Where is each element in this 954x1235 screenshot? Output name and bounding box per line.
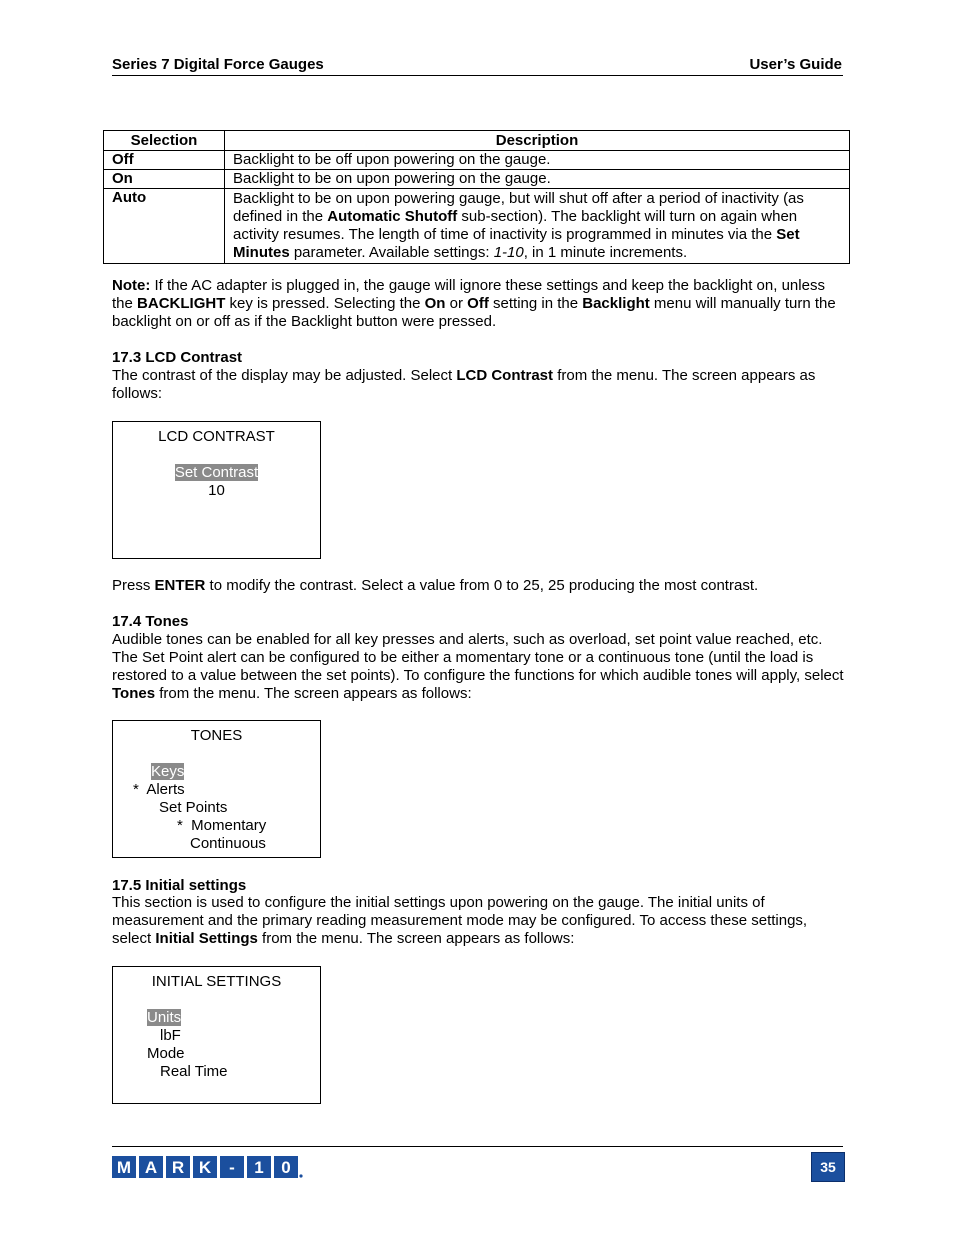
svg-text:1: 1 xyxy=(254,1158,264,1177)
screen-title: TONES xyxy=(190,727,243,744)
continuous-option: Continuous xyxy=(190,835,266,852)
table-row xyxy=(104,170,850,189)
mark-10-logo xyxy=(112,1156,304,1180)
description-cell: Backlight to be off upon powering on the gauge. xyxy=(225,151,850,170)
description-cell: Backlight to be on upon powering on the gauge. xyxy=(225,170,850,189)
svg-text:A: A xyxy=(144,1158,158,1177)
note-paragraph: Note: If the AC adapter is plugged in, the gauge will ignore these settings and keep the backlight on, unless the BACKLIGHT key is pressed. Selecting the On or Off setting in the Backlight menu will manually turn the backlight on or off as if the Backlight button were pressed. xyxy=(112,277,836,330)
svg-text:0: 0 xyxy=(281,1158,291,1177)
section-heading-tones: 17.4 Tones xyxy=(112,613,189,630)
alerts-item: * Alerts xyxy=(133,781,185,798)
tones-paragraph: Audible tones can be enabled for all key presses and alerts, such as overload, set point value reached, etc. The Set Point alert can be configured to be either a momentary tone or a continuous tone (until the load is restored to a value between the set points). To configure the functions for which audible tones will apply, select Tones from the menu. The screen appears as follows: xyxy=(112,631,844,702)
selection-cell: Auto xyxy=(104,189,225,264)
section-heading-lcd-contrast: 17.3 LCD Contrast xyxy=(112,349,243,366)
units-value: lbF xyxy=(160,1027,181,1044)
table-header-row xyxy=(104,131,850,151)
selection-cell: Off xyxy=(104,151,225,170)
momentary-option: * Momentary xyxy=(177,817,267,834)
column-header-description: Description xyxy=(225,131,850,151)
svg-text:-: - xyxy=(229,1158,235,1177)
header-divider xyxy=(112,75,843,76)
backlight-settings-table xyxy=(103,130,850,264)
description-cell: Backlight to be on upon powering gauge, but will shut off after a period of inactivity (as defined in the Automatic Shutoff sub-section). The backlight will turn on again when activity resumes. The length of time of inactivity is programmed in minutes via the Set Minutes parameter. Available settings: 1-10, in 1 minute increments. xyxy=(225,189,850,264)
svg-text:M: M xyxy=(116,1158,132,1177)
keys-item: Keys xyxy=(151,763,185,780)
svg-text:K: K xyxy=(198,1158,212,1177)
lcd-contrast-paragraph: The contrast of the display may be adjusted. Select LCD Contrast from the menu. The screen appears as follows: xyxy=(112,367,816,402)
selection-cell: On xyxy=(104,170,225,189)
initial-settings-paragraph: This section is used to configure the initial settings upon powering on the gauge. The initial units of measurement and the primary reading measurement mode may be configured. To access these settings, select Initial Settings from the menu. The screen appears as follows: xyxy=(112,894,808,947)
units-item: Units xyxy=(147,1009,182,1026)
contrast-value: 10 xyxy=(208,482,225,499)
mode-item: Mode xyxy=(147,1045,185,1062)
column-header-selection: Selection xyxy=(104,131,225,151)
table-row xyxy=(104,189,850,264)
set-contrast-item: Set Contrast xyxy=(174,464,259,481)
press-enter-paragraph: Press ENTER to modify the contrast. Select a value from 0 to 25, 25 producing the most contrast. xyxy=(112,577,759,594)
screen-title: INITIAL SETTINGS xyxy=(151,973,282,990)
screen-title: LCD CONTRAST xyxy=(158,428,275,445)
set-points-item: Set Points xyxy=(159,799,228,816)
mode-value: Real Time xyxy=(160,1063,228,1080)
footer-divider xyxy=(112,1146,843,1147)
header-guide: User’s Guide xyxy=(749,56,842,73)
section-heading-initial-settings: 17.5 Initial settings xyxy=(112,877,247,894)
lcd-contrast-screen xyxy=(112,421,321,559)
svg-text:R: R xyxy=(171,1158,185,1177)
tones-screen xyxy=(112,720,321,858)
header-title: Series 7 Digital Force Gauges xyxy=(112,56,324,73)
initial-settings-screen xyxy=(112,966,321,1104)
table-row xyxy=(104,151,850,170)
page-number: 35 xyxy=(811,1152,845,1182)
